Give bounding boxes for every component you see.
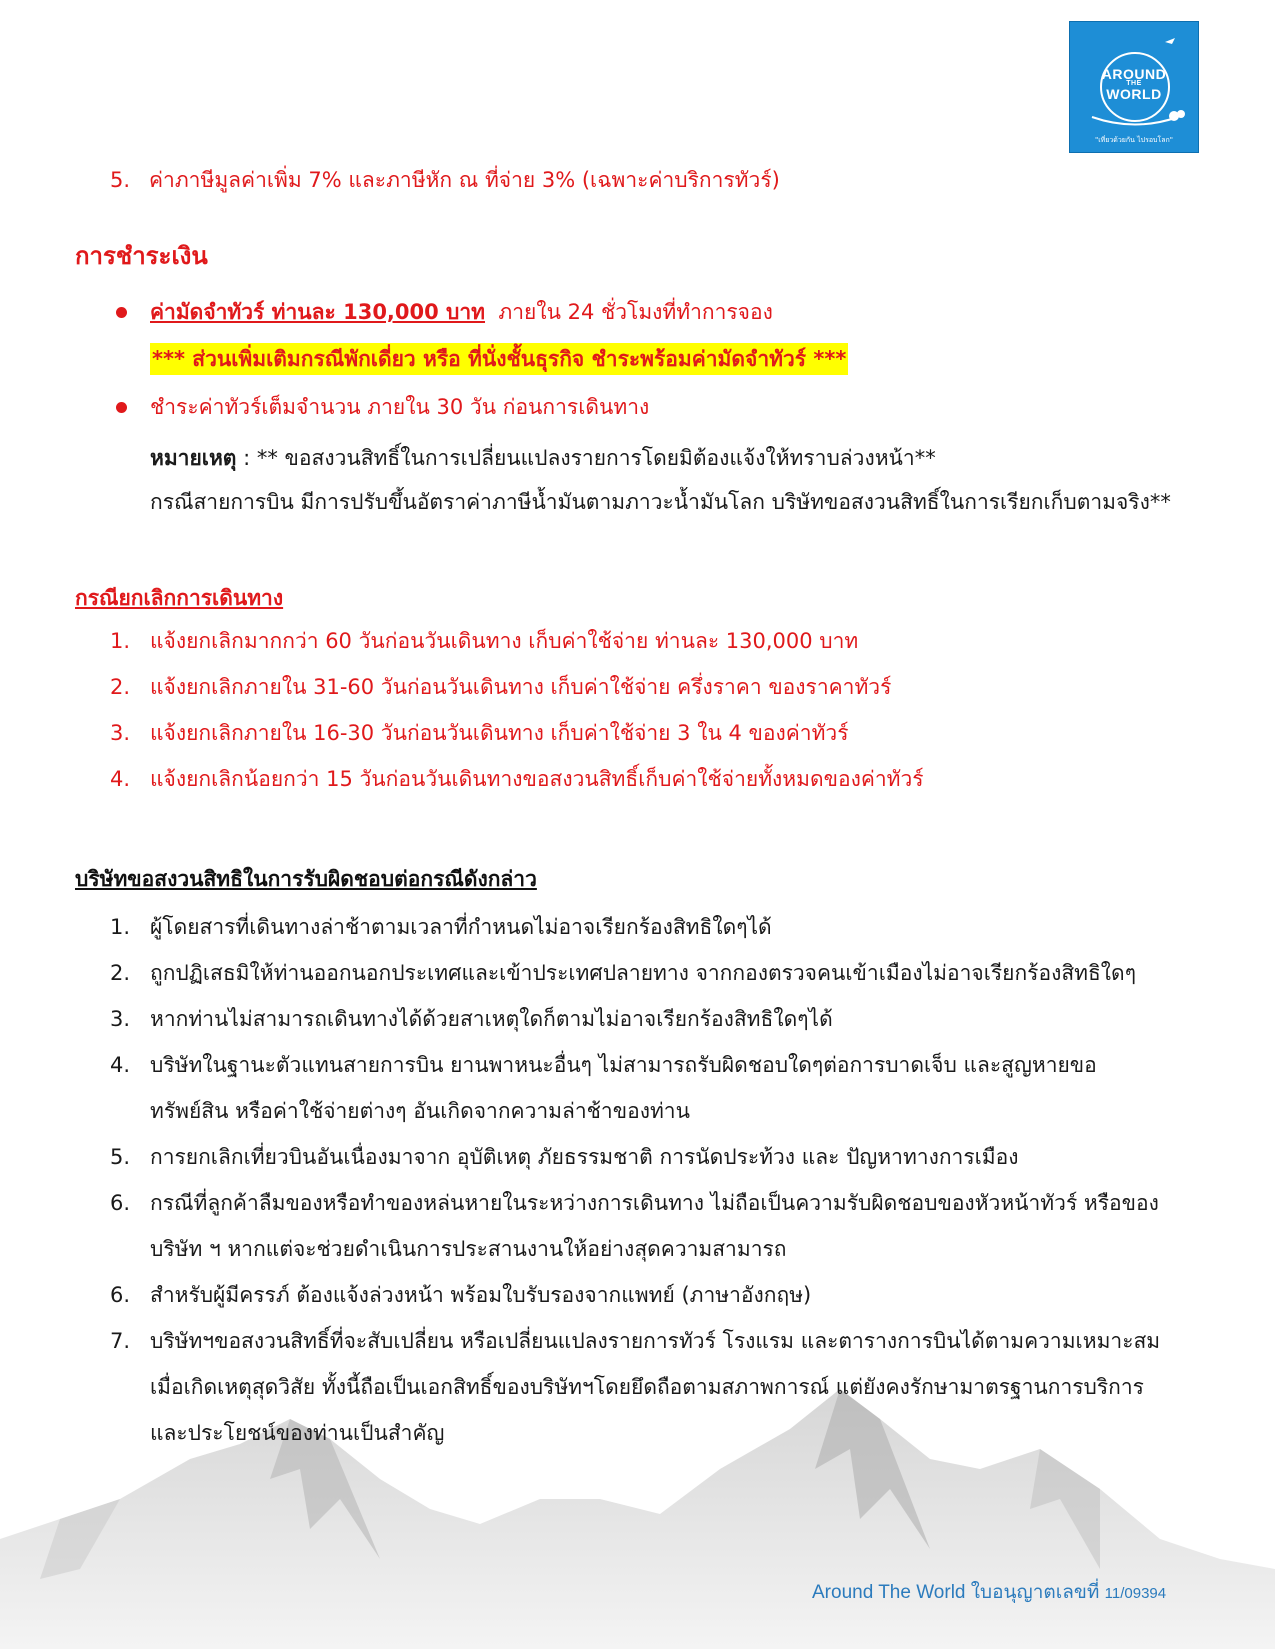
- highlight-line: [150, 344, 848, 374]
- deposit-label: ค่ามัดจำทัวร์ ท่านละ 130,000 บาท: [150, 300, 486, 324]
- list-number: 4.: [109, 767, 130, 791]
- list-item-line: บริษัทในฐานะตัวแทนสายการบิน ยานพาหนะอื่นๆ ไม่สามารถรับผิดชอบใดๆต่อการบาดเจ็บ และสูญหายขอ: [150, 1053, 1097, 1077]
- logo-text-around: AROUND: [1101, 66, 1167, 82]
- bullet-icon: [116, 402, 127, 413]
- list-item: ค่าภาษีมูลค่าเพิ่ม 7% และภาษีหัก ณ ที่จ่าย 3% (เฉพาะค่าบริการทัวร์): [149, 168, 780, 192]
- list-number: 4.: [109, 1053, 130, 1077]
- list-number: 3.: [109, 1007, 130, 1031]
- list-item: แจ้งยกเลิกน้อยกว่า 15 วันก่อนวันเดินทางขอสงวนสิทธิ์เก็บค่าใช้จ่ายทั้งหมดของค่าทัวร์: [150, 767, 924, 791]
- list-item: แจ้งยกเลิกมากกว่า 60 วันก่อนวันเดินทาง เก็บค่าใช้จ่าย ท่านละ 130,000 บาท: [150, 629, 859, 653]
- list-number: 5.: [109, 168, 130, 192]
- footer: [812, 1577, 1166, 1607]
- list-item-line: บริษัทฯขอสงวนสิทธิ์ที่จะสับเปลี่ยน หรือเปลี่ยนแปลงรายการทัวร์ โรงแรม และตารางการบินได้ตามความเหมาะสม: [150, 1329, 1161, 1353]
- list-number: 3.: [109, 721, 130, 745]
- deposit-rest: ภายใน 24 ชั่วโมงที่ทำการจอง: [498, 300, 773, 324]
- cancellation-heading: กรณียกเลิกการเดินทาง: [75, 586, 284, 610]
- bullet-icon: [116, 307, 127, 318]
- liability-heading: บริษัทขอสงวนสิทธิในการรับผิดชอบต่อกรณีดังกล่าว: [75, 867, 537, 891]
- company-logo: [1069, 21, 1199, 153]
- list-item-line: เมื่อเกิดเหตุสุดวิสัย ทั้งนี้ถือเป็นเอกสิทธิ์ของบริษัทฯโดยยึดถือตามสภาพการณ์ แต่ยังคงรักษามาตรฐานการบริการ: [150, 1375, 1144, 1399]
- logo-text-world: WORLD: [1106, 86, 1162, 102]
- list-item-line: และประโยชน์ของท่านเป็นสำคัญ: [150, 1421, 445, 1445]
- note-line: [150, 443, 936, 473]
- payment-heading: การชำระเงิน: [75, 242, 208, 270]
- list-item-line: บริษัท ฯ หากแต่จะช่วยดำเนินการประสานงานให้อย่างสุดความสามารถ: [150, 1237, 787, 1261]
- list-number: 5.: [109, 1145, 130, 1169]
- list-item-line: หากท่านไม่สามารถเดินทางได้ด้วยสาเหตุใดก็ตามไม่อาจเรียกร้องสิทธิใดๆได้: [150, 1007, 833, 1031]
- list-number: 6.: [109, 1283, 130, 1307]
- footer-license-label: ใบอนุญาตเลขที่: [965, 1582, 1105, 1603]
- list-number: 1.: [109, 629, 130, 653]
- note-text: : ** ขอสงวนสิทธิ์ในการเปลี่ยนแปลงรายการโดยมิต้องแจ้งให้ทราบล่วงหน้า**: [236, 446, 936, 470]
- list-item-line: ผู้โดยสารที่เดินทางล่าช้าตามเวลาที่กำหนดไม่อาจเรียกร้องสิทธิใดๆได้: [150, 915, 772, 939]
- list-number: 1.: [109, 915, 130, 939]
- logo-tagline: "เที่ยวด้วยกัน ไปรอบโลก": [1095, 136, 1173, 144]
- list-item-line: ทรัพย์สิน หรือค่าใช้จ่ายต่างๆ อันเกิดจากความล่าช้าของท่าน: [150, 1099, 690, 1123]
- footer-brand: Around The World: [812, 1582, 966, 1603]
- logo-text-the: THE: [1126, 80, 1142, 87]
- list-item: แจ้งยกเลิกภายใน 31-60 วันก่อนวันเดินทาง เก็บค่าใช้จ่าย ครึ่งราคา ของราคาทัวร์: [150, 675, 892, 699]
- footer-license-number: 11/09394: [1104, 1585, 1167, 1602]
- highlight-text: *** ส่วนเพิ่มเติมกรณีพักเดี่ยว หรือ ที่นั่งชั้นธุรกิจ ชำระพร้อมค่ามัดจำทัวร์ ***: [150, 343, 848, 375]
- note-label: หมายเหตุ: [150, 446, 237, 470]
- list-item-line: ถูกปฏิเสธมิให้ท่านออกนอกประเทศและเข้าประเทศปลายทาง จากกองตรวจคนเข้าเมืองไม่อาจเรียกร้องสิทธิใดๆ: [150, 961, 1136, 985]
- deposit-line: [150, 297, 773, 327]
- list-item-line: กรณีที่ลูกค้าลืมของหรือทำของหล่นหายในระหว่างการเดินทาง ไม่ถือเป็นความรับผิดชอบของหัวหน้าทัวร์ หรือของ: [150, 1191, 1159, 1215]
- full-payment-line: ชำระค่าทัวร์เต็มจำนวน ภายใน 30 วัน ก่อนการเดินทาง: [150, 395, 650, 419]
- list-item-line: การยกเลิกเที่ยวบินอันเนื่องมาจาก อุบัติเหตุ ภัยธรรมชาติ การนัดประท้วง และ ปัญหาทางการเมือง: [150, 1145, 1019, 1169]
- list-item-line: สำหรับผู้มีครรภ์ ต้องแจ้งล่วงหน้า พร้อมใบรับรองจากแพทย์ (ภาษาอังกฤษ): [150, 1283, 812, 1307]
- list-number: 2.: [109, 961, 130, 985]
- list-number: 6.: [109, 1191, 130, 1215]
- list-number: 7.: [109, 1329, 130, 1353]
- list-item: แจ้งยกเลิกภายใน 16-30 วันก่อนวันเดินทาง เก็บค่าใช้จ่าย 3 ใน 4 ของค่าทัวร์: [150, 721, 849, 745]
- list-number: 2.: [109, 675, 130, 699]
- note-line-2: กรณีสายการบิน มีการปรับขึ้นอัตราค่าภาษีน้ำมันตามภาวะน้ำมันโลก บริษัทขอสงวนสิทธิ์ในการเรียกเก็บตามจริง**: [150, 490, 1171, 514]
